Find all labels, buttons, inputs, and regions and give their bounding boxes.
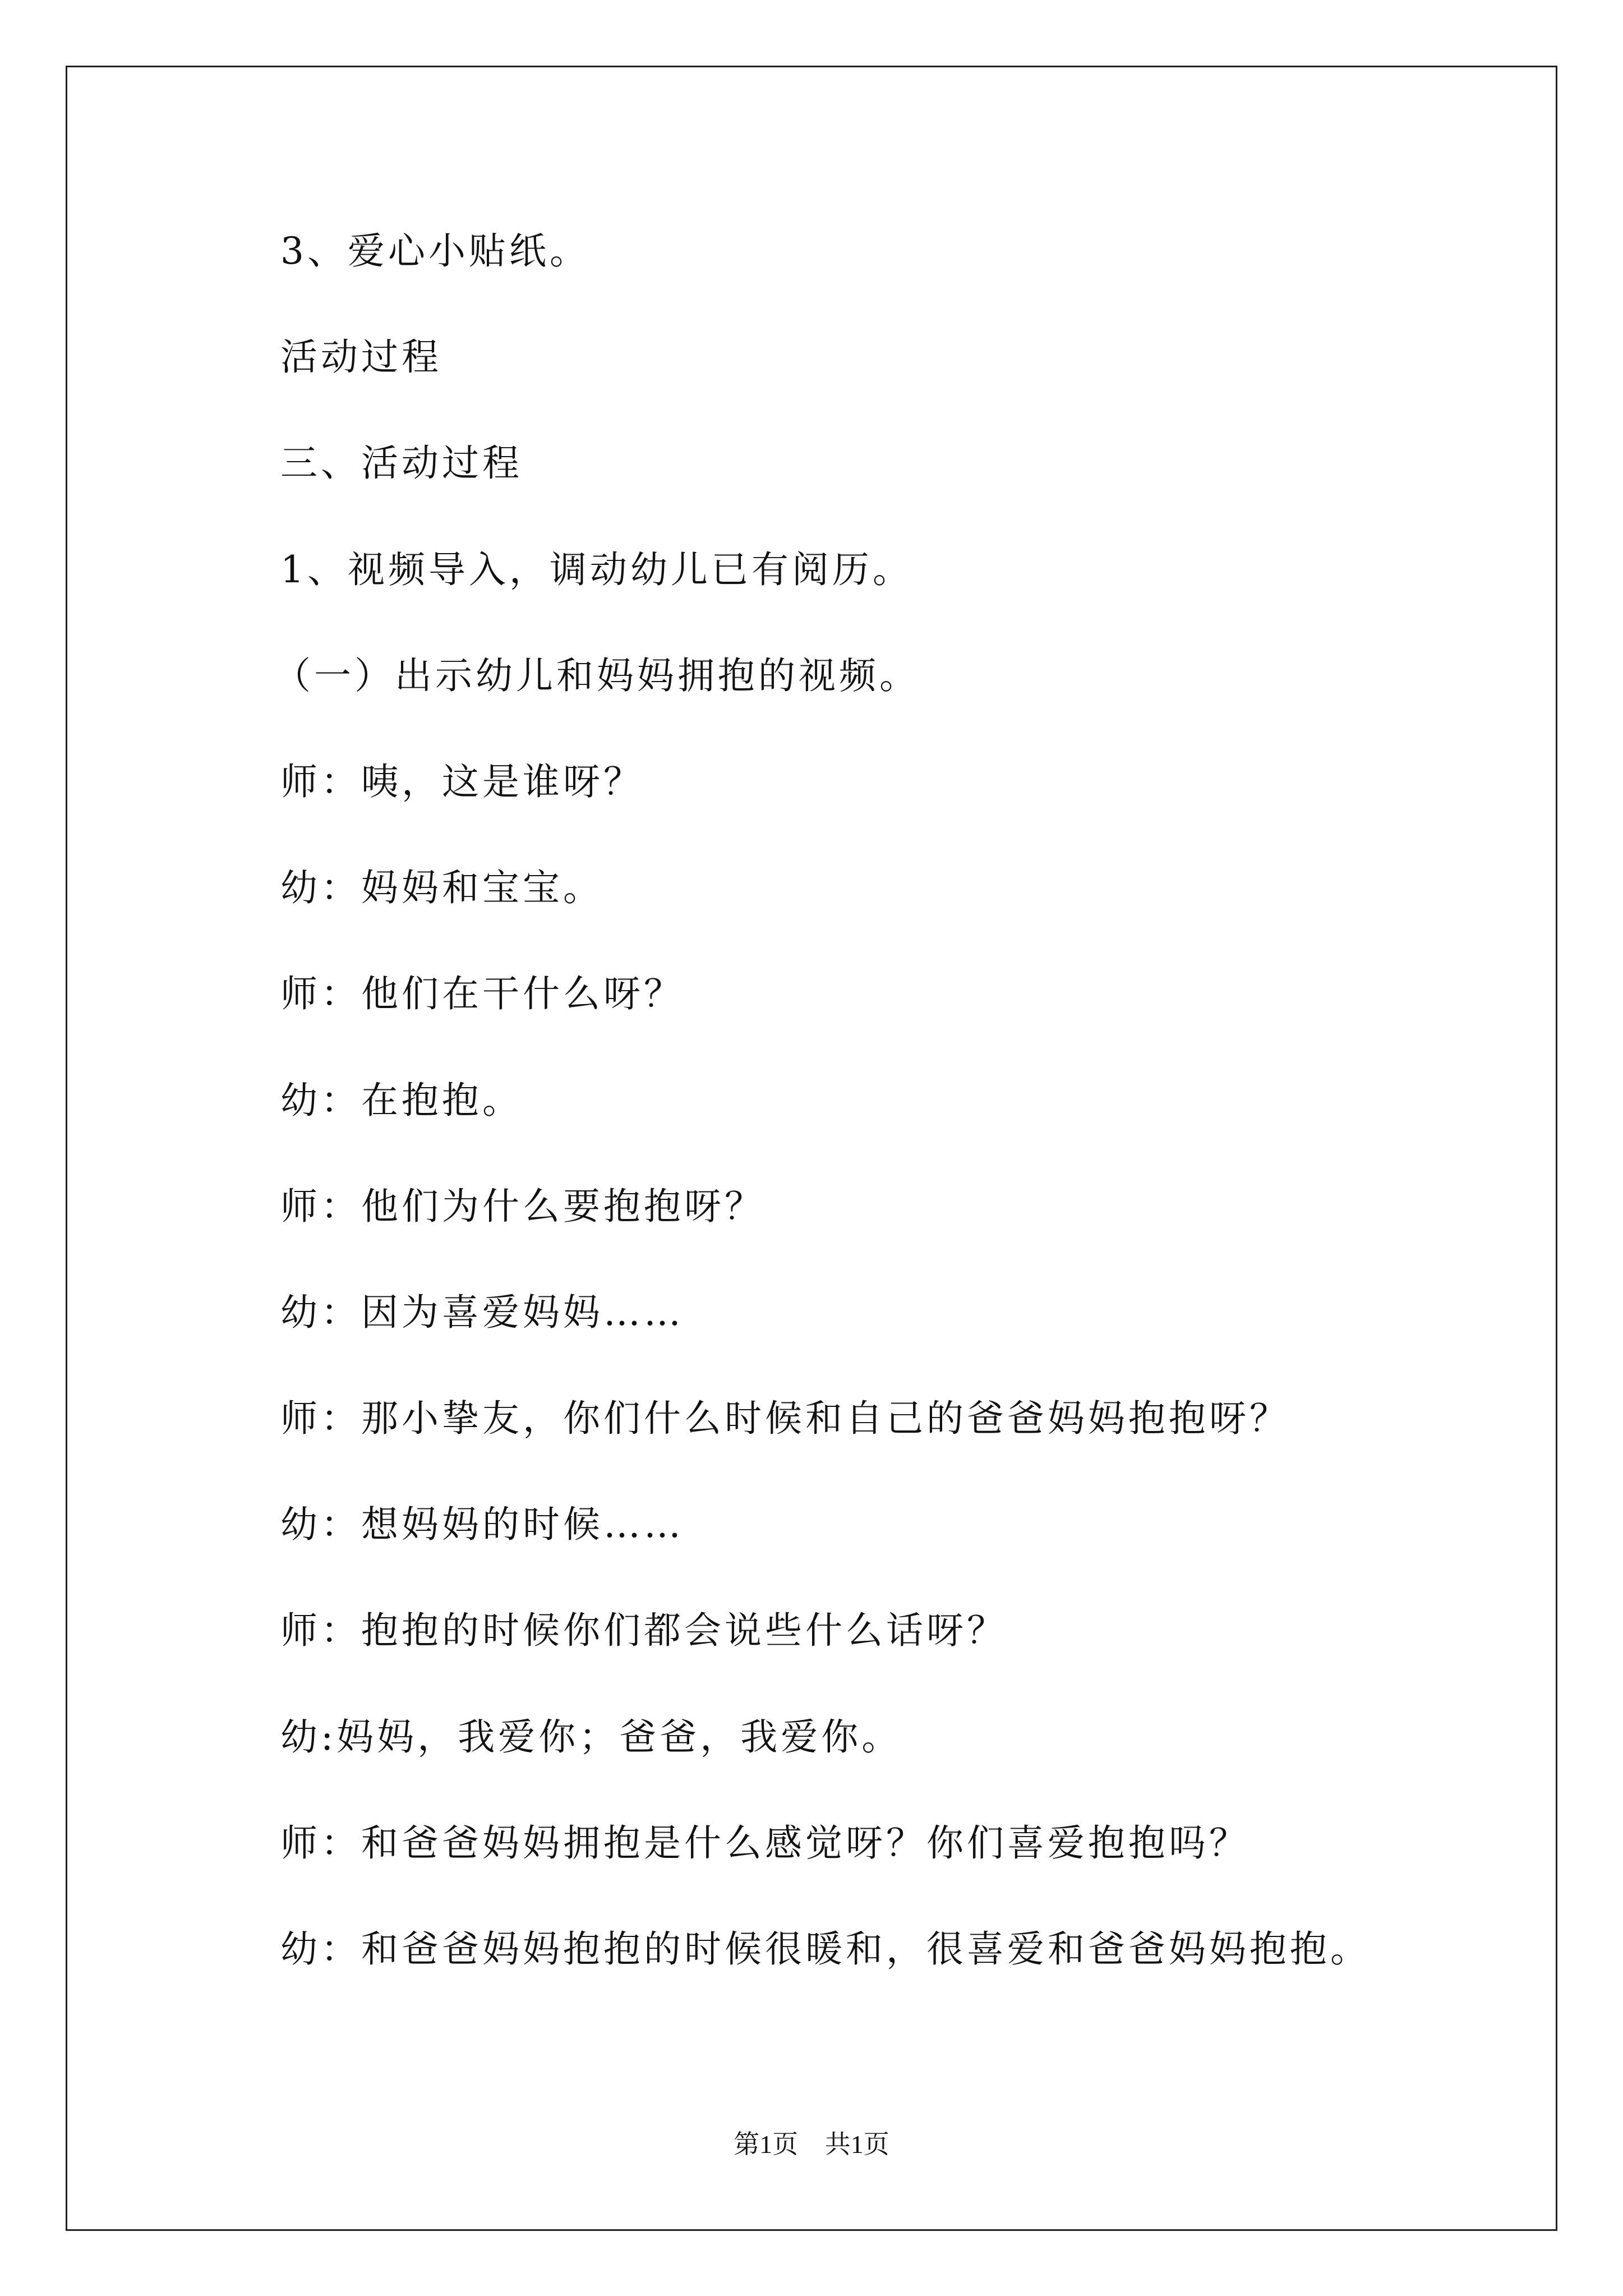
- line-6: 师：咦，这是谁呀？: [280, 760, 644, 803]
- line-15: 幼:妈妈，我爱你；爸爸，我爱你。: [280, 1715, 902, 1759]
- line-9: 幼：在抱抱。: [280, 1079, 523, 1122]
- line-4: 1、视频导入，调动幼儿已有阅历。: [280, 548, 913, 591]
- page-border: [66, 66, 1557, 2231]
- page-footer: [0, 2129, 1623, 2160]
- page-number: 第1页: [734, 2130, 799, 2159]
- line-10: 师：他们为什么要抱抱呀？: [280, 1185, 765, 1228]
- line-3: 三、活动过程: [280, 441, 523, 485]
- line-5: （一）出示幼儿和妈妈拥抱的视频。: [274, 654, 920, 697]
- line-2: 活动过程: [280, 335, 442, 379]
- line-12: 师：那小挚友，你们什么时候和自己的爸爸妈妈抱抱呀？: [280, 1397, 1290, 1440]
- page-total: 共1页: [824, 2130, 889, 2159]
- line-16: 师：和爸爸妈妈拥抱是什么感觉呀？你们喜爱抱抱吗？: [280, 1821, 1249, 1865]
- line-7: 幼：妈妈和宝宝。: [280, 866, 603, 909]
- line-14: 师：抱抱的时候你们都会说些什么话呀？: [280, 1609, 1007, 1652]
- line-8: 师：他们在干什么呀？: [280, 972, 684, 1015]
- line-1: 3、爱心小贴纸。: [280, 229, 590, 273]
- line-17: 幼：和爸爸妈妈抱抱的时候很暖和，很喜爱和爸爸妈妈抱抱。: [280, 1927, 1371, 1971]
- line-13: 幼：想妈妈的时候……: [280, 1503, 684, 1546]
- line-11: 幼：因为喜爱妈妈……: [280, 1291, 684, 1334]
